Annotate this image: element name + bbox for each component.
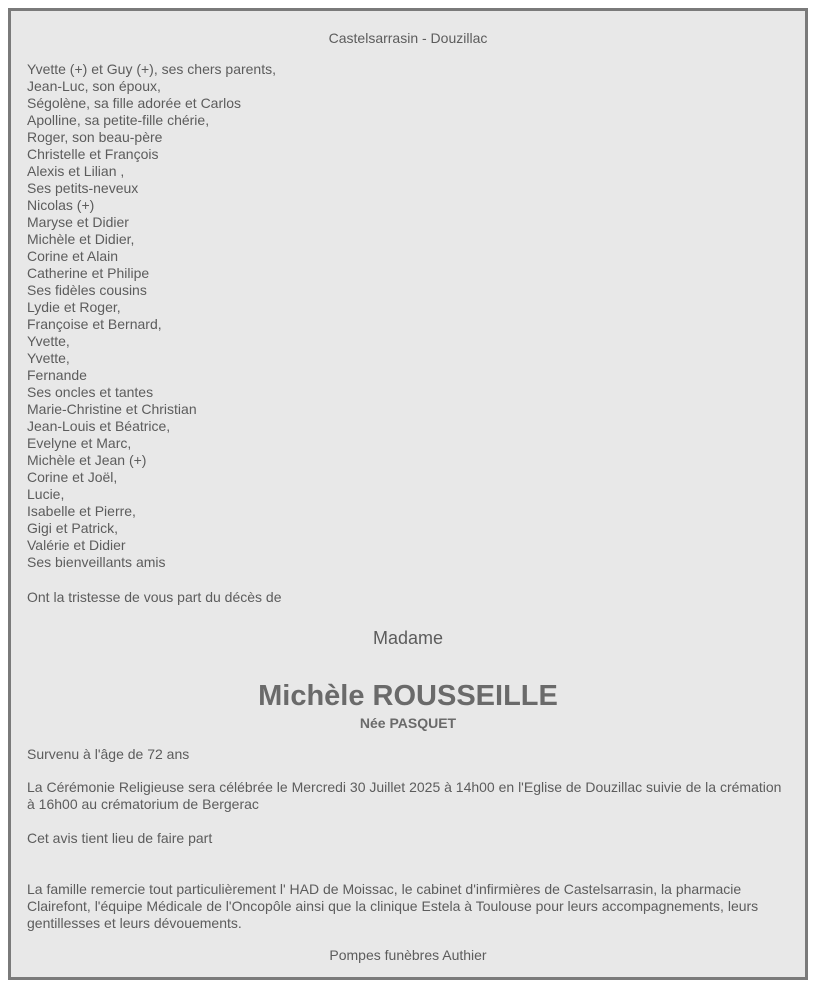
family-member: Lucie,	[27, 486, 65, 502]
family-member: Jean-Louis et Béatrice,	[27, 418, 171, 434]
family-member: Ses bienveillants amis	[27, 554, 166, 570]
announcement-intro: Ont la tristesse de vous part du décès de	[27, 589, 282, 605]
family-member: Apolline, sa petite-fille chérie,	[27, 112, 210, 128]
family-member: Alexis et Lilian ,	[27, 163, 125, 179]
family-member: Christelle et François	[27, 146, 159, 162]
family-member: Catherine et Philipe	[27, 265, 150, 281]
maiden-name: Née PASQUET	[359, 715, 457, 731]
family-member: Lydie et Roger,	[27, 299, 121, 315]
family-list	[27, 61, 276, 571]
notice-statement: Cet avis tient lieu de faire part	[27, 830, 213, 846]
location-header: Castelsarrasin - Douzillac	[328, 30, 488, 46]
age-statement: Survenu à l'âge de 72 ans	[27, 746, 190, 762]
family-member: Françoise et Bernard,	[27, 316, 162, 332]
family-member: Corine et Joël,	[27, 469, 118, 485]
family-member: Ségolène, sa fille adorée et Carlos	[27, 95, 242, 111]
ceremony-details: La Cérémonie Religieuse sera célébrée le Mercredi 30 Juillet 2025 à 14h00 en l'Eglise de Douzillac suivie de la crémation à 16h00 au crématorium de Bergerac	[27, 779, 782, 812]
family-member: Nicolas (+)	[27, 197, 95, 213]
family-member: Corine et Alain	[27, 248, 119, 264]
family-member: Ses oncles et tantes	[27, 384, 154, 400]
family-member: Yvette,	[27, 350, 70, 366]
family-member: Ses petits-neveux	[27, 180, 139, 196]
family-member: Yvette (+) et Guy (+), ses chers parents,	[27, 61, 276, 77]
family-member: Jean-Luc, son époux,	[27, 78, 161, 94]
civility-title: Madame	[372, 628, 444, 648]
family-member: Michèle et Didier,	[27, 231, 135, 247]
family-member: Gigi et Patrick,	[27, 520, 119, 536]
family-member: Valérie et Didier	[27, 537, 126, 553]
family-member: Michèle et Jean (+)	[27, 452, 147, 468]
family-member: Fernande	[27, 367, 87, 383]
family-member: Isabelle et Pierre,	[27, 503, 136, 519]
family-member: Maryse et Didier	[27, 214, 129, 230]
family-member: Roger, son beau-père	[27, 129, 163, 145]
funeral-home: Pompes funèbres Authier	[329, 947, 487, 963]
deceased-name: Michèle ROUSSEILLE	[258, 680, 558, 712]
family-member: Evelyne et Marc,	[27, 435, 132, 451]
family-member: Marie-Christine et Christian	[27, 401, 197, 417]
family-member: Yvette,	[27, 333, 70, 349]
thanks-message: La famille remercie tout particulièrement l' HAD de Moissac, le cabinet d'infirmières de Castelsarrasin, la pharmacie Clairefont, l'équipe Médicale de l'Oncopôle ainsi que la clinique Estela à Toulouse pour leurs accompagnements, leurs gentillesses et leurs dévouements.	[27, 881, 759, 931]
family-member: Ses fidèles cousins	[27, 282, 147, 298]
obituary-notice	[8, 8, 808, 980]
